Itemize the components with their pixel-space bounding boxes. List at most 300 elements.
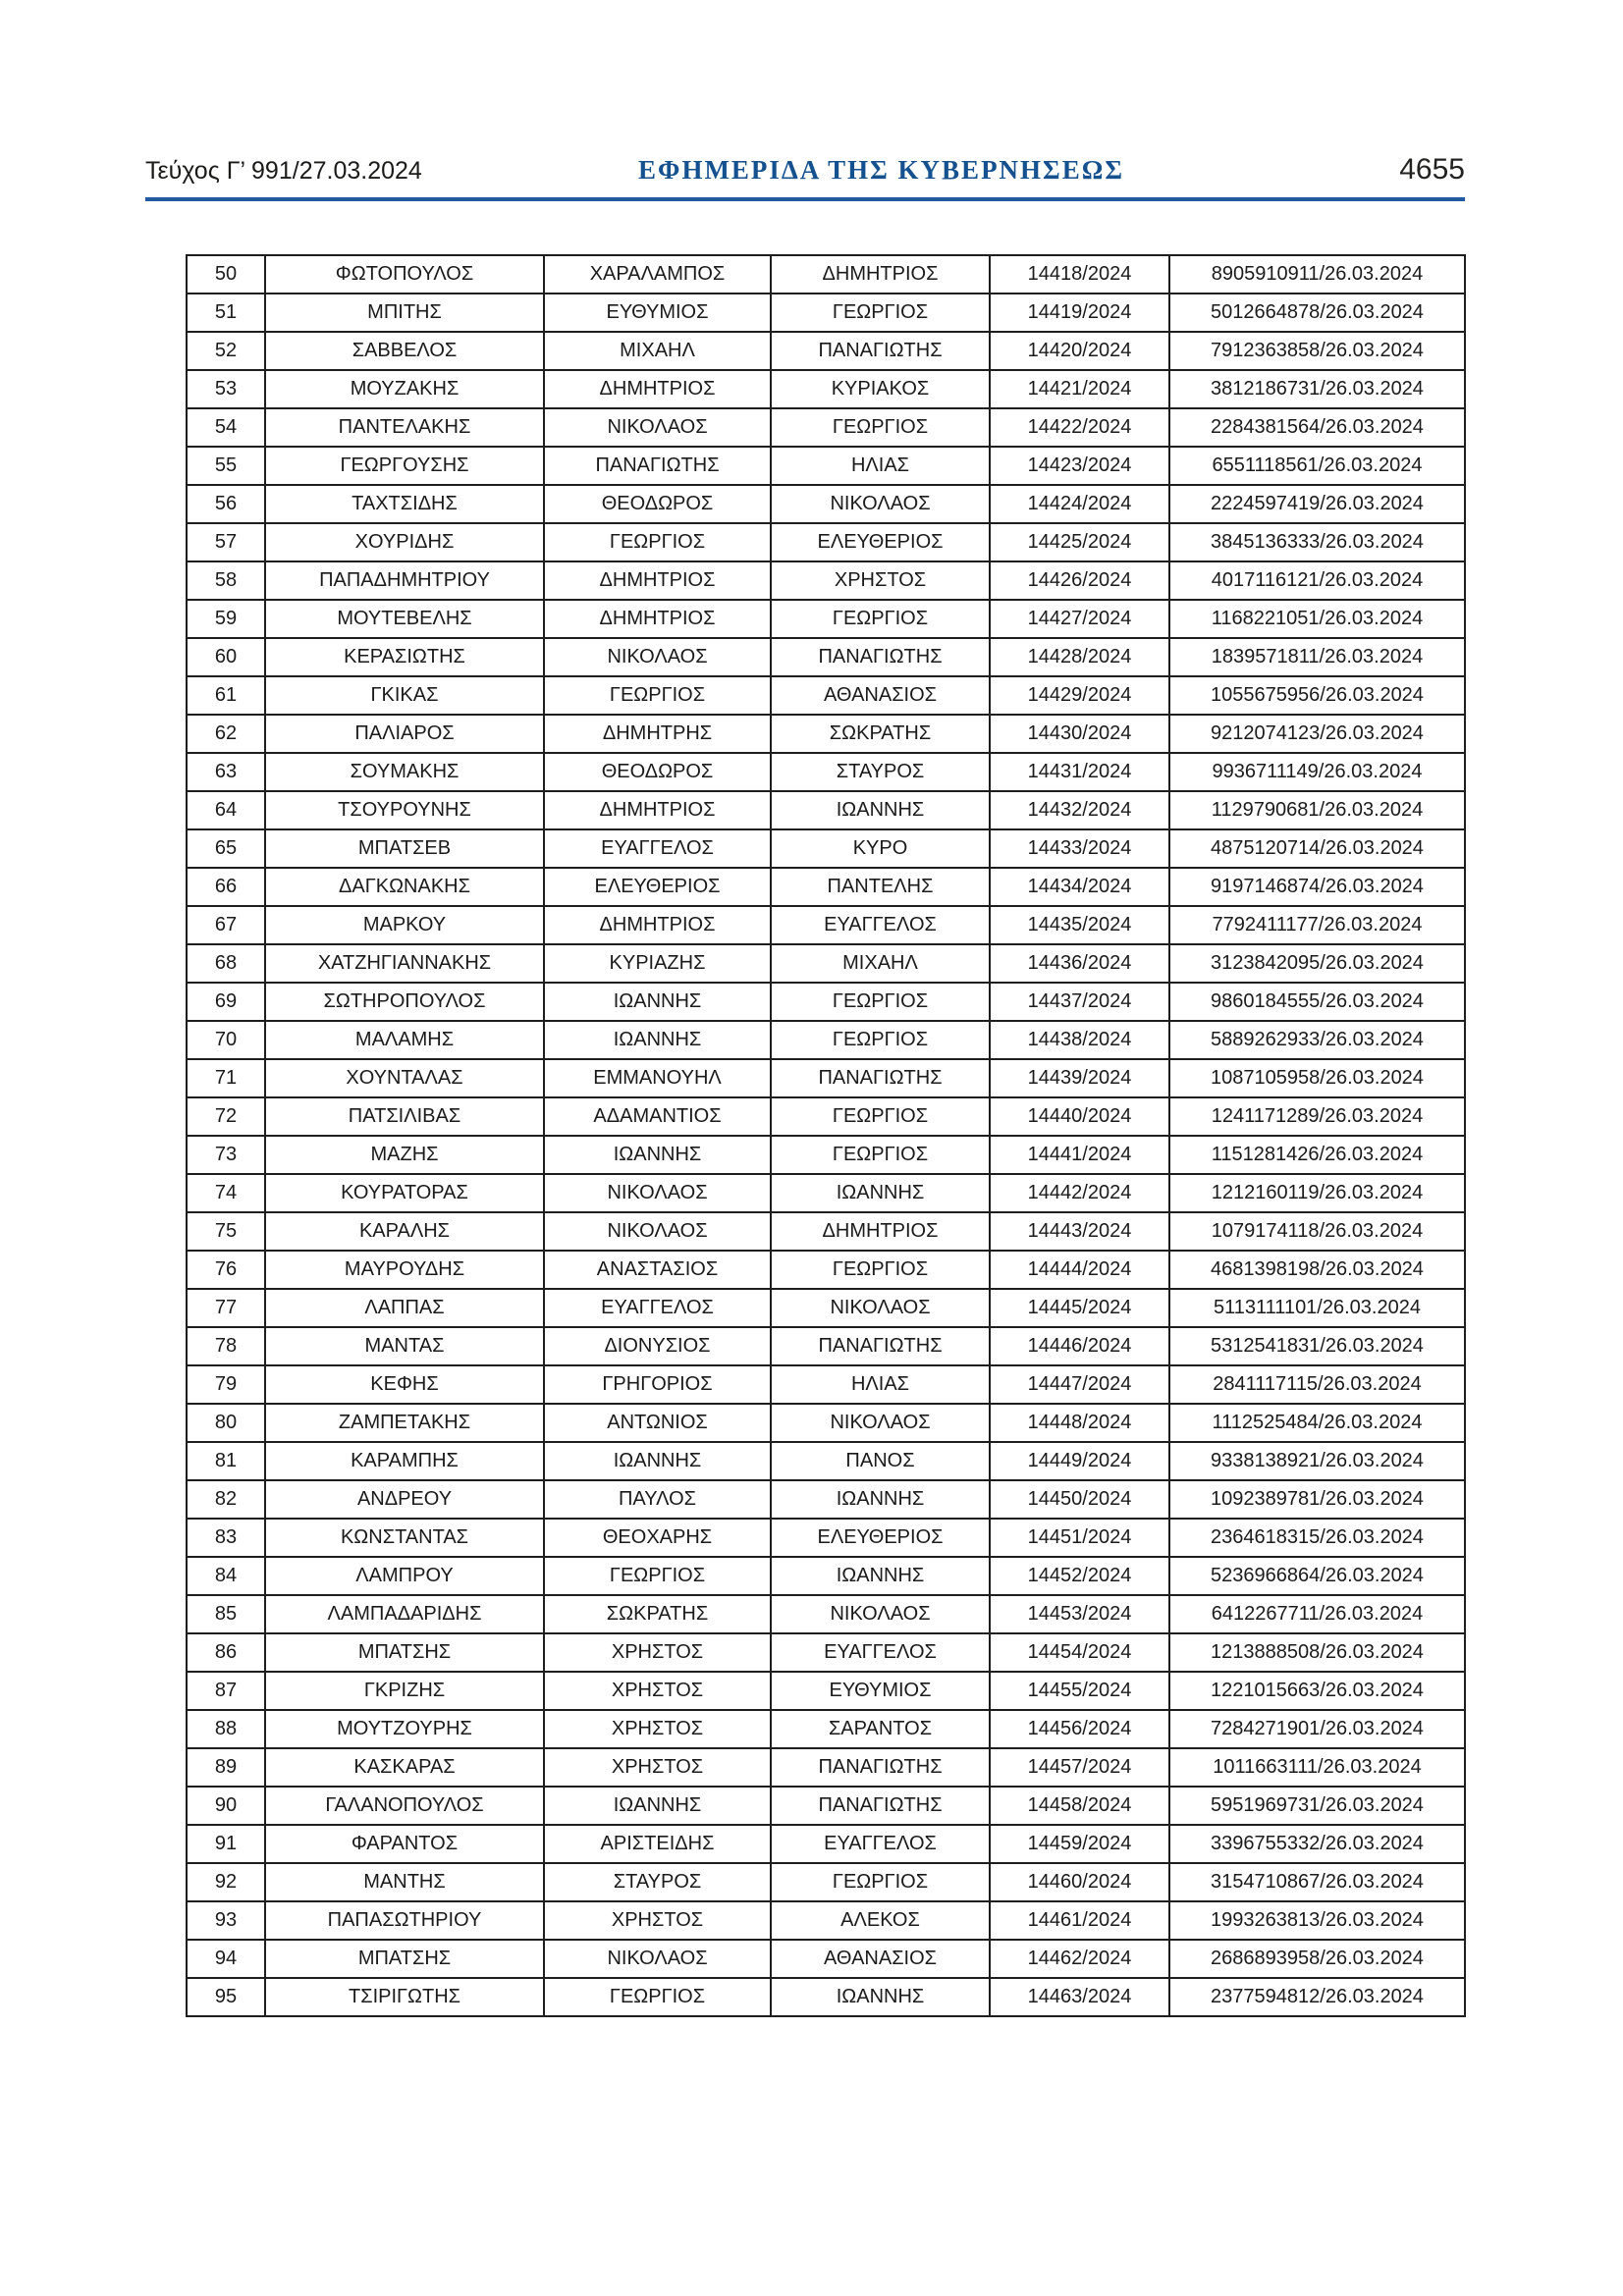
row-index-cell: 68 xyxy=(187,944,265,983)
row-index-cell: 61 xyxy=(187,676,265,715)
table-row xyxy=(187,1174,1465,1212)
registry-number-cell: 2377594812/26.03.2024 xyxy=(1169,1978,1465,2016)
row-index-cell: 62 xyxy=(187,715,265,753)
registry-number-cell: 5312541831/26.03.2024 xyxy=(1169,1327,1465,1365)
surname-cell: ΛΑΠΠΑΣ xyxy=(265,1289,544,1327)
given-name-cell: ΔΗΜΗΤΡΙΟΣ xyxy=(544,370,771,408)
registry-number-cell: 1212160119/26.03.2024 xyxy=(1169,1174,1465,1212)
surname-cell: ΠΑΝΤΕΛΑΚΗΣ xyxy=(265,408,544,447)
protocol-number-cell: 14452/2024 xyxy=(990,1557,1169,1595)
registry-number-cell: 4681398198/26.03.2024 xyxy=(1169,1251,1465,1289)
row-index-cell: 80 xyxy=(187,1404,265,1442)
table-row xyxy=(187,561,1465,600)
table-row xyxy=(187,1748,1465,1787)
protocol-number-cell: 14458/2024 xyxy=(990,1787,1169,1825)
surname-cell: ΜΑΖΗΣ xyxy=(265,1136,544,1174)
registry-number-cell: 3123842095/26.03.2024 xyxy=(1169,944,1465,983)
given-name-cell: ΓΕΩΡΓΙΟΣ xyxy=(544,523,771,561)
protocol-number-cell: 14425/2024 xyxy=(990,523,1169,561)
table-row xyxy=(187,868,1465,906)
registry-number-cell: 3812186731/26.03.2024 xyxy=(1169,370,1465,408)
surname-cell: ΑΝΔΡΕΟΥ xyxy=(265,1480,544,1519)
registry-number-cell: 3845136333/26.03.2024 xyxy=(1169,523,1465,561)
father-name-cell: ΓΕΩΡΓΙΟΣ xyxy=(771,294,990,332)
surname-cell: ΜΠΑΤΣΕΒ xyxy=(265,829,544,868)
registry-number-cell: 1011663111/26.03.2024 xyxy=(1169,1748,1465,1787)
header-rule xyxy=(145,197,1465,201)
protocol-number-cell: 14424/2024 xyxy=(990,485,1169,523)
protocol-number-cell: 14430/2024 xyxy=(990,715,1169,753)
protocol-number-cell: 14441/2024 xyxy=(990,1136,1169,1174)
father-name-cell: ΣΩΚΡΑΤΗΣ xyxy=(771,715,990,753)
registry-number-cell: 1087105958/26.03.2024 xyxy=(1169,1059,1465,1097)
father-name-cell: ΚΥΡΙΑΚΟΣ xyxy=(771,370,990,408)
protocol-number-cell: 14420/2024 xyxy=(990,332,1169,370)
father-name-cell: ΙΩΑΝΝΗΣ xyxy=(771,1480,990,1519)
father-name-cell: ΓΕΩΡΓΙΟΣ xyxy=(771,983,990,1021)
father-name-cell: ΣΤΑΥΡΟΣ xyxy=(771,753,990,791)
protocol-number-cell: 14434/2024 xyxy=(990,868,1169,906)
registry-number-cell: 6551118561/26.03.2024 xyxy=(1169,447,1465,485)
surname-cell: ΠΑΠΑΣΩΤΗΡΙΟΥ xyxy=(265,1901,544,1940)
father-name-cell: ΓΕΩΡΓΙΟΣ xyxy=(771,600,990,638)
registry-number-cell: 7912363858/26.03.2024 xyxy=(1169,332,1465,370)
protocol-number-cell: 14438/2024 xyxy=(990,1021,1169,1059)
surname-cell: ΛΑΜΠΡΟΥ xyxy=(265,1557,544,1595)
issue-label: Τεύχος Γ’ 991/27.03.2024 xyxy=(145,157,422,185)
surname-cell: ΚΑΣΚΑΡΑΣ xyxy=(265,1748,544,1787)
row-index-cell: 53 xyxy=(187,370,265,408)
registry-number-cell: 1079174118/26.03.2024 xyxy=(1169,1212,1465,1251)
given-name-cell: ΧΡΗΣΤΟΣ xyxy=(544,1748,771,1787)
given-name-cell: ΑΝΑΣΤΑΣΙΟΣ xyxy=(544,1251,771,1289)
protocol-number-cell: 14419/2024 xyxy=(990,294,1169,332)
given-name-cell: ΔΗΜΗΤΡΗΣ xyxy=(544,715,771,753)
registry-number-cell: 5889262933/26.03.2024 xyxy=(1169,1021,1465,1059)
surname-cell: ΛΑΜΠΑΔΑΡΙΔΗΣ xyxy=(265,1595,544,1633)
table-row xyxy=(187,1365,1465,1404)
table-row xyxy=(187,485,1465,523)
father-name-cell: ΠΑΝΑΓΙΩΤΗΣ xyxy=(771,332,990,370)
given-name-cell: ΣΩΚΡΑΤΗΣ xyxy=(544,1595,771,1633)
given-name-cell: ΑΝΤΩΝΙΟΣ xyxy=(544,1404,771,1442)
surname-cell: ΚΟΥΡΑΤΟΡΑΣ xyxy=(265,1174,544,1212)
surname-cell: ΓΚΡΙΖΗΣ xyxy=(265,1672,544,1710)
father-name-cell: ΠΑΝΑΓΙΩΤΗΣ xyxy=(771,638,990,676)
gazette-table xyxy=(186,254,1466,2017)
father-name-cell: ΙΩΑΝΝΗΣ xyxy=(771,1174,990,1212)
table-row xyxy=(187,906,1465,944)
row-index-cell: 74 xyxy=(187,1174,265,1212)
protocol-number-cell: 14456/2024 xyxy=(990,1710,1169,1748)
surname-cell: ΤΣΟΥΡΟΥΝΗΣ xyxy=(265,791,544,829)
table-row xyxy=(187,791,1465,829)
row-index-cell: 82 xyxy=(187,1480,265,1519)
given-name-cell: ΙΩΑΝΝΗΣ xyxy=(544,1442,771,1480)
given-name-cell: ΘΕΟΧΑΡΗΣ xyxy=(544,1519,771,1557)
given-name-cell: ΠΑΝΑΓΙΩΤΗΣ xyxy=(544,447,771,485)
table-row xyxy=(187,447,1465,485)
table-row xyxy=(187,1595,1465,1633)
table-row xyxy=(187,753,1465,791)
table-row xyxy=(187,1863,1465,1901)
registry-number-cell: 7284271901/26.03.2024 xyxy=(1169,1710,1465,1748)
father-name-cell: ΑΘΑΝΑΣΙΟΣ xyxy=(771,1940,990,1978)
table-row xyxy=(187,600,1465,638)
given-name-cell: ΧΑΡΑΛΑΜΠΟΣ xyxy=(544,255,771,294)
row-index-cell: 54 xyxy=(187,408,265,447)
row-index-cell: 71 xyxy=(187,1059,265,1097)
row-index-cell: 75 xyxy=(187,1212,265,1251)
protocol-number-cell: 14448/2024 xyxy=(990,1404,1169,1442)
protocol-number-cell: 14444/2024 xyxy=(990,1251,1169,1289)
row-index-cell: 83 xyxy=(187,1519,265,1557)
surname-cell: ΜΟΥΤΖΟΥΡΗΣ xyxy=(265,1710,544,1748)
table-row xyxy=(187,1480,1465,1519)
father-name-cell: ΑΘΑΝΑΣΙΟΣ xyxy=(771,676,990,715)
row-index-cell: 88 xyxy=(187,1710,265,1748)
given-name-cell: ΜΙΧΑΗΛ xyxy=(544,332,771,370)
protocol-number-cell: 14426/2024 xyxy=(990,561,1169,600)
table-row xyxy=(187,1672,1465,1710)
row-index-cell: 67 xyxy=(187,906,265,944)
father-name-cell: ΙΩΑΝΝΗΣ xyxy=(771,791,990,829)
row-index-cell: 55 xyxy=(187,447,265,485)
surname-cell: ΜΠΑΤΣΗΣ xyxy=(265,1633,544,1672)
given-name-cell: ΘΕΟΔΩΡΟΣ xyxy=(544,753,771,791)
table-row xyxy=(187,983,1465,1021)
father-name-cell: ΠΑΝΑΓΙΩΤΗΣ xyxy=(771,1059,990,1097)
protocol-number-cell: 14449/2024 xyxy=(990,1442,1169,1480)
given-name-cell: ΔΗΜΗΤΡΙΟΣ xyxy=(544,906,771,944)
registry-number-cell: 1168221051/26.03.2024 xyxy=(1169,600,1465,638)
father-name-cell: ΝΙΚΟΛΑΟΣ xyxy=(771,1404,990,1442)
surname-cell: ΚΑΡΑΜΠΗΣ xyxy=(265,1442,544,1480)
given-name-cell: ΔΙΟΝΥΣΙΟΣ xyxy=(544,1327,771,1365)
table-row xyxy=(187,370,1465,408)
row-index-cell: 79 xyxy=(187,1365,265,1404)
protocol-number-cell: 14459/2024 xyxy=(990,1825,1169,1863)
registry-number-cell: 2284381564/26.03.2024 xyxy=(1169,408,1465,447)
registry-number-cell: 5951969731/26.03.2024 xyxy=(1169,1787,1465,1825)
row-index-cell: 56 xyxy=(187,485,265,523)
father-name-cell: ΕΥΑΓΓΕΛΟΣ xyxy=(771,1633,990,1672)
given-name-cell: ΔΗΜΗΤΡΙΟΣ xyxy=(544,561,771,600)
given-name-cell: ΝΙΚΟΛΑΟΣ xyxy=(544,1212,771,1251)
registry-number-cell: 2224597419/26.03.2024 xyxy=(1169,485,1465,523)
registry-number-cell: 1092389781/26.03.2024 xyxy=(1169,1480,1465,1519)
row-index-cell: 70 xyxy=(187,1021,265,1059)
table-row xyxy=(187,1021,1465,1059)
table-row xyxy=(187,1557,1465,1595)
surname-cell: ΜΑΡΚΟΥ xyxy=(265,906,544,944)
father-name-cell: ΓΕΩΡΓΙΟΣ xyxy=(771,1863,990,1901)
protocol-number-cell: 14461/2024 xyxy=(990,1901,1169,1940)
row-index-cell: 76 xyxy=(187,1251,265,1289)
surname-cell: ΜΑΥΡΟΥΔΗΣ xyxy=(265,1251,544,1289)
protocol-number-cell: 14451/2024 xyxy=(990,1519,1169,1557)
given-name-cell: ΑΡΙΣΤΕΙΔΗΣ xyxy=(544,1825,771,1863)
given-name-cell: ΓΡΗΓΟΡΙΟΣ xyxy=(544,1365,771,1404)
father-name-cell: ΓΕΩΡΓΙΟΣ xyxy=(771,1021,990,1059)
surname-cell: ΜΟΥΖΑΚΗΣ xyxy=(265,370,544,408)
protocol-number-cell: 14437/2024 xyxy=(990,983,1169,1021)
protocol-number-cell: 14440/2024 xyxy=(990,1097,1169,1136)
father-name-cell: ΜΙΧΑΗΛ xyxy=(771,944,990,983)
row-index-cell: 85 xyxy=(187,1595,265,1633)
protocol-number-cell: 14422/2024 xyxy=(990,408,1169,447)
father-name-cell: ΕΥΘΥΜΙΟΣ xyxy=(771,1672,990,1710)
given-name-cell: ΠΑΥΛΟΣ xyxy=(544,1480,771,1519)
registry-number-cell: 6412267711/26.03.2024 xyxy=(1169,1595,1465,1633)
given-name-cell: ΙΩΑΝΝΗΣ xyxy=(544,1787,771,1825)
father-name-cell: ΕΛΕΥΘΕΡΙΟΣ xyxy=(771,523,990,561)
father-name-cell: ΓΕΩΡΓΙΟΣ xyxy=(771,408,990,447)
father-name-cell: ΓΕΩΡΓΙΟΣ xyxy=(771,1097,990,1136)
surname-cell: ΚΕΡΑΣΙΩΤΗΣ xyxy=(265,638,544,676)
row-index-cell: 73 xyxy=(187,1136,265,1174)
row-index-cell: 78 xyxy=(187,1327,265,1365)
registry-number-cell: 3154710867/26.03.2024 xyxy=(1169,1863,1465,1901)
table-row xyxy=(187,294,1465,332)
protocol-number-cell: 14450/2024 xyxy=(990,1480,1169,1519)
table-row xyxy=(187,1940,1465,1978)
row-index-cell: 69 xyxy=(187,983,265,1021)
given-name-cell: ΑΔΑΜΑΝΤΙΟΣ xyxy=(544,1097,771,1136)
protocol-number-cell: 14432/2024 xyxy=(990,791,1169,829)
surname-cell: ΧΟΥΡΙΔΗΣ xyxy=(265,523,544,561)
surname-cell: ΜΟΥΤΕΒΕΛΗΣ xyxy=(265,600,544,638)
row-index-cell: 51 xyxy=(187,294,265,332)
father-name-cell: ΕΛΕΥΘΕΡΙΟΣ xyxy=(771,1519,990,1557)
table-row xyxy=(187,1442,1465,1480)
surname-cell: ΓΚΙΚΑΣ xyxy=(265,676,544,715)
given-name-cell: ΕΛΕΥΘΕΡΙΟΣ xyxy=(544,868,771,906)
registry-number-cell: 2841117115/26.03.2024 xyxy=(1169,1365,1465,1404)
table-row xyxy=(187,1825,1465,1863)
protocol-number-cell: 14433/2024 xyxy=(990,829,1169,868)
registry-number-cell: 9338138921/26.03.2024 xyxy=(1169,1442,1465,1480)
registry-number-cell: 1112525484/26.03.2024 xyxy=(1169,1404,1465,1442)
protocol-number-cell: 14462/2024 xyxy=(990,1940,1169,1978)
row-index-cell: 72 xyxy=(187,1097,265,1136)
registry-number-cell: 5012664878/26.03.2024 xyxy=(1169,294,1465,332)
father-name-cell: ΣΑΡΑΝΤΟΣ xyxy=(771,1710,990,1748)
registry-number-cell: 9936711149/26.03.2024 xyxy=(1169,753,1465,791)
father-name-cell: ΠΑΝΤΕΛΗΣ xyxy=(771,868,990,906)
registry-number-cell: 9197146874/26.03.2024 xyxy=(1169,868,1465,906)
surname-cell: ΖΑΜΠΕΤΑΚΗΣ xyxy=(265,1404,544,1442)
father-name-cell: ΔΗΜΗΤΡΙΟΣ xyxy=(771,1212,990,1251)
row-index-cell: 87 xyxy=(187,1672,265,1710)
given-name-cell: ΙΩΑΝΝΗΣ xyxy=(544,983,771,1021)
gazette-table-body xyxy=(187,255,1465,2016)
father-name-cell: ΗΛΙΑΣ xyxy=(771,1365,990,1404)
table-row xyxy=(187,1710,1465,1748)
row-index-cell: 90 xyxy=(187,1787,265,1825)
registry-number-cell: 1055675956/26.03.2024 xyxy=(1169,676,1465,715)
protocol-number-cell: 14421/2024 xyxy=(990,370,1169,408)
table-row xyxy=(187,523,1465,561)
given-name-cell: ΝΙΚΟΛΑΟΣ xyxy=(544,1174,771,1212)
given-name-cell: ΣΤΑΥΡΟΣ xyxy=(544,1863,771,1901)
protocol-number-cell: 14429/2024 xyxy=(990,676,1169,715)
page-header xyxy=(145,153,1465,187)
row-index-cell: 52 xyxy=(187,332,265,370)
given-name-cell: ΙΩΑΝΝΗΣ xyxy=(544,1136,771,1174)
table-row xyxy=(187,332,1465,370)
surname-cell: ΚΕΦΗΣ xyxy=(265,1365,544,1404)
given-name-cell: ΓΕΩΡΓΙΟΣ xyxy=(544,1978,771,2016)
surname-cell: ΚΩΝΣΤΑΝΤΑΣ xyxy=(265,1519,544,1557)
given-name-cell: ΕΜΜΑΝΟΥΗΛ xyxy=(544,1059,771,1097)
table-row xyxy=(187,715,1465,753)
table-row xyxy=(187,408,1465,447)
father-name-cell: ΠΑΝΟΣ xyxy=(771,1442,990,1480)
registry-number-cell: 7792411177/26.03.2024 xyxy=(1169,906,1465,944)
table-row xyxy=(187,1978,1465,2016)
row-index-cell: 66 xyxy=(187,868,265,906)
given-name-cell: ΙΩΑΝΝΗΣ xyxy=(544,1021,771,1059)
protocol-number-cell: 14446/2024 xyxy=(990,1327,1169,1365)
page-number: 4655 xyxy=(1399,153,1465,186)
surname-cell: ΔΑΓΚΩΝΑΚΗΣ xyxy=(265,868,544,906)
protocol-number-cell: 14457/2024 xyxy=(990,1748,1169,1787)
row-index-cell: 64 xyxy=(187,791,265,829)
registry-number-cell: 4875120714/26.03.2024 xyxy=(1169,829,1465,868)
given-name-cell: ΔΗΜΗΤΡΙΟΣ xyxy=(544,791,771,829)
protocol-number-cell: 14435/2024 xyxy=(990,906,1169,944)
surname-cell: ΓΕΩΡΓΟΥΣΗΣ xyxy=(265,447,544,485)
surname-cell: ΧΑΤΖΗΓΙΑΝΝΑΚΗΣ xyxy=(265,944,544,983)
protocol-number-cell: 14431/2024 xyxy=(990,753,1169,791)
given-name-cell: ΚΥΡΙΑΖΗΣ xyxy=(544,944,771,983)
row-index-cell: 91 xyxy=(187,1825,265,1863)
registry-number-cell: 8905910911/26.03.2024 xyxy=(1169,255,1465,294)
father-name-cell: ΙΩΑΝΝΗΣ xyxy=(771,1978,990,2016)
surname-cell: ΜΠΙΤΗΣ xyxy=(265,294,544,332)
row-index-cell: 84 xyxy=(187,1557,265,1595)
row-index-cell: 63 xyxy=(187,753,265,791)
given-name-cell: ΘΕΟΔΩΡΟΣ xyxy=(544,485,771,523)
registry-number-cell: 2364618315/26.03.2024 xyxy=(1169,1519,1465,1557)
row-index-cell: 58 xyxy=(187,561,265,600)
surname-cell: ΣΩΤΗΡΟΠΟΥΛΟΣ xyxy=(265,983,544,1021)
surname-cell: ΤΑΧΤΣΙΔΗΣ xyxy=(265,485,544,523)
table-row xyxy=(187,1787,1465,1825)
table-row xyxy=(187,829,1465,868)
registry-number-cell: 1213888508/26.03.2024 xyxy=(1169,1633,1465,1672)
father-name-cell: ΠΑΝΑΓΙΩΤΗΣ xyxy=(771,1327,990,1365)
registry-number-cell: 1129790681/26.03.2024 xyxy=(1169,791,1465,829)
registry-number-cell: 4017116121/26.03.2024 xyxy=(1169,561,1465,600)
father-name-cell: ΚΥΡΟ xyxy=(771,829,990,868)
surname-cell: ΜΑΝΤΗΣ xyxy=(265,1863,544,1901)
surname-cell: ΤΣΙΡΙΓΩΤΗΣ xyxy=(265,1978,544,2016)
row-index-cell: 57 xyxy=(187,523,265,561)
row-index-cell: 93 xyxy=(187,1901,265,1940)
father-name-cell: ΓΕΩΡΓΙΟΣ xyxy=(771,1251,990,1289)
row-index-cell: 81 xyxy=(187,1442,265,1480)
given-name-cell: ΕΥΘΥΜΙΟΣ xyxy=(544,294,771,332)
table-row xyxy=(187,1212,1465,1251)
surname-cell: ΜΑΝΤΑΣ xyxy=(265,1327,544,1365)
father-name-cell: ΙΩΑΝΝΗΣ xyxy=(771,1557,990,1595)
surname-cell: ΠΑΠΑΔΗΜΗΤΡΙΟΥ xyxy=(265,561,544,600)
surname-cell: ΣΟΥΜΑΚΗΣ xyxy=(265,753,544,791)
row-index-cell: 92 xyxy=(187,1863,265,1901)
father-name-cell: ΓΕΩΡΓΙΟΣ xyxy=(771,1136,990,1174)
table-row xyxy=(187,638,1465,676)
surname-cell: ΜΠΑΤΣΗΣ xyxy=(265,1940,544,1978)
protocol-number-cell: 14439/2024 xyxy=(990,1059,1169,1097)
protocol-number-cell: 14427/2024 xyxy=(990,600,1169,638)
father-name-cell: ΧΡΗΣΤΟΣ xyxy=(771,561,990,600)
row-index-cell: 89 xyxy=(187,1748,265,1787)
registry-number-cell: 2686893958/26.03.2024 xyxy=(1169,1940,1465,1978)
row-index-cell: 65 xyxy=(187,829,265,868)
registry-number-cell: 1221015663/26.03.2024 xyxy=(1169,1672,1465,1710)
given-name-cell: ΕΥΑΓΓΕΛΟΣ xyxy=(544,1289,771,1327)
given-name-cell: ΝΙΚΟΛΑΟΣ xyxy=(544,408,771,447)
surname-cell: ΦΩΤΟΠΟΥΛΟΣ xyxy=(265,255,544,294)
registry-number-cell: 1241171289/26.03.2024 xyxy=(1169,1097,1465,1136)
row-index-cell: 60 xyxy=(187,638,265,676)
protocol-number-cell: 14428/2024 xyxy=(990,638,1169,676)
surname-cell: ΠΑΛΙΑΡΟΣ xyxy=(265,715,544,753)
protocol-number-cell: 14463/2024 xyxy=(990,1978,1169,2016)
given-name-cell: ΧΡΗΣΤΟΣ xyxy=(544,1672,771,1710)
father-name-cell: ΝΙΚΟΛΑΟΣ xyxy=(771,1289,990,1327)
surname-cell: ΓΑΛΑΝΟΠΟΥΛΟΣ xyxy=(265,1787,544,1825)
given-name-cell: ΓΕΩΡΓΙΟΣ xyxy=(544,1557,771,1595)
table-row xyxy=(187,1136,1465,1174)
surname-cell: ΣΑΒΒΕΛΟΣ xyxy=(265,332,544,370)
protocol-number-cell: 14418/2024 xyxy=(990,255,1169,294)
father-name-cell: ΝΙΚΟΛΑΟΣ xyxy=(771,485,990,523)
table-row xyxy=(187,1327,1465,1365)
table-row xyxy=(187,1289,1465,1327)
row-index-cell: 50 xyxy=(187,255,265,294)
father-name-cell: ΝΙΚΟΛΑΟΣ xyxy=(771,1595,990,1633)
surname-cell: ΠΑΤΣΙΛΙΒΑΣ xyxy=(265,1097,544,1136)
father-name-cell: ΕΥΑΓΓΕΛΟΣ xyxy=(771,906,990,944)
given-name-cell: ΝΙΚΟΛΑΟΣ xyxy=(544,638,771,676)
gazette-title: ΕΦΗΜΕΡΙΔΑ ΤΗΣ ΚΥΒΕΡΝΗΣΕΩΣ xyxy=(638,155,1124,185)
given-name-cell: ΓΕΩΡΓΙΟΣ xyxy=(544,676,771,715)
table-row xyxy=(187,676,1465,715)
protocol-number-cell: 14447/2024 xyxy=(990,1365,1169,1404)
given-name-cell: ΕΥΑΓΓΕΛΟΣ xyxy=(544,829,771,868)
surname-cell: ΧΟΥΝΤΑΛΑΣ xyxy=(265,1059,544,1097)
table-row xyxy=(187,1901,1465,1940)
given-name-cell: ΧΡΗΣΤΟΣ xyxy=(544,1633,771,1672)
row-index-cell: 95 xyxy=(187,1978,265,2016)
father-name-cell: ΕΥΑΓΓΕΛΟΣ xyxy=(771,1825,990,1863)
table-row xyxy=(187,1519,1465,1557)
table-row xyxy=(187,255,1465,294)
protocol-number-cell: 14443/2024 xyxy=(990,1212,1169,1251)
protocol-number-cell: 14442/2024 xyxy=(990,1174,1169,1212)
father-name-cell: ΠΑΝΑΓΙΩΤΗΣ xyxy=(771,1787,990,1825)
protocol-number-cell: 14423/2024 xyxy=(990,447,1169,485)
given-name-cell: ΝΙΚΟΛΑΟΣ xyxy=(544,1940,771,1978)
protocol-number-cell: 14453/2024 xyxy=(990,1595,1169,1633)
surname-cell: ΚΑΡΑΛΗΣ xyxy=(265,1212,544,1251)
protocol-number-cell: 14436/2024 xyxy=(990,944,1169,983)
given-name-cell: ΧΡΗΣΤΟΣ xyxy=(544,1901,771,1940)
row-index-cell: 77 xyxy=(187,1289,265,1327)
